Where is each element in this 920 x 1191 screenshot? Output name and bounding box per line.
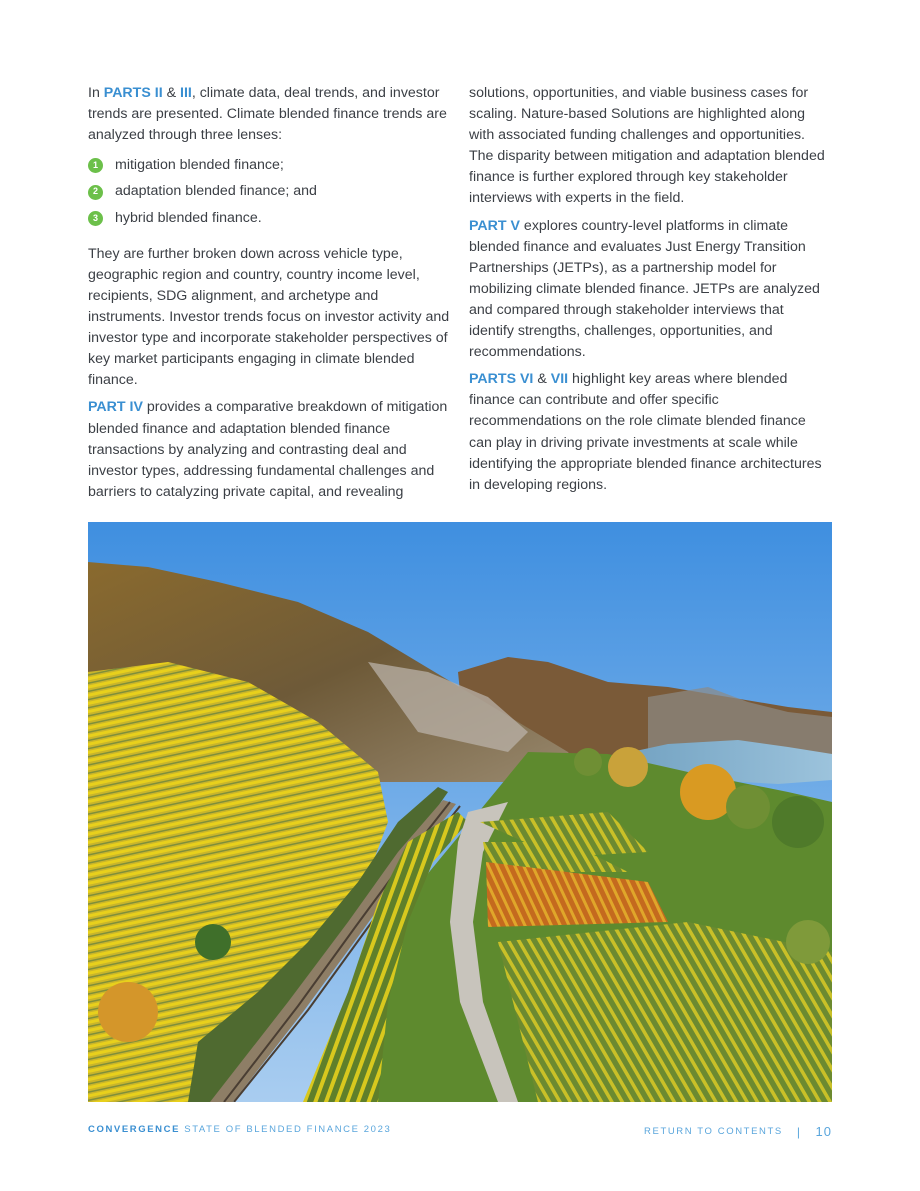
- number-badge-icon: 1: [88, 158, 103, 173]
- lenses-list: [88, 152, 450, 232]
- parts-iii-label: III: [180, 85, 192, 101]
- parts-vii-label: VII: [550, 371, 569, 388]
- return-to-contents-link[interactable]: RETURN TO CONTENTS: [644, 1126, 783, 1137]
- parts-vi-label: PARTS VI: [469, 371, 534, 388]
- footer-brand: [88, 1124, 391, 1135]
- left-column: [88, 83, 450, 509]
- parts-vi-vii-paragraph: PARTS VI & VII highlight key areas where blended finance can contribute and offer specific recommendations on the role climate blended finance can play in driving private investments at scale while identifying the appropriate blended finance architectures in developing regions.: [469, 371, 822, 493]
- parts-ii-label: PARTS II: [103, 85, 163, 101]
- page-number: 10: [815, 1124, 832, 1139]
- report-title: STATE OF BLENDED FINANCE 2023: [180, 1124, 392, 1135]
- footer-separator: |: [796, 1124, 802, 1139]
- footer-nav: [644, 1124, 832, 1139]
- part-iv-label: PART IV: [88, 399, 143, 416]
- intro-paragraph: In PARTS II & III, climate data, deal trends, and investor trends are presented. Climate blended finance trends are analyzed through three lenses:: [88, 85, 447, 144]
- vineyard-landscape-photo: [88, 522, 832, 1102]
- right-column: [469, 83, 825, 502]
- part-v-paragraph: PART V explores country-level platforms in climate blended finance and evaluates Just Energy Transition Partnerships (JETPs), as a partnership model for mobilizing climate blended finance. JETPs are analyzed and compared through stakeholder interviews that identify strengths, challenges, opportunities, and recommendations.: [469, 217, 820, 361]
- part-iv-paragraph: PART IV provides a comparative breakdown of mitigation blended finance and adaptation blended finance transactions by analyzing and contrasting deal and investor types, addressing fundamental challenges and barriers to catalyzing private capital, and revealing: [88, 399, 448, 500]
- continuation-paragraph: solutions, opportunities, and viable business cases for scaling. Nature-based Solutions are highlighted along with associated funding challenges and opportunities. The disparity between mitigation and adaptation blended finance is further explored through key stakeholder interviews with experts in the field.: [469, 85, 825, 207]
- number-badge-icon: 3: [88, 211, 103, 226]
- list-item: 1 mitigation blended finance;: [88, 152, 450, 179]
- number-badge-icon: 2: [88, 185, 103, 200]
- list-item: 3 hybrid blended finance.: [88, 205, 450, 232]
- brand-name: CONVERGENCE: [88, 1124, 181, 1135]
- list-item: 2 adaptation blended finance; and: [88, 179, 450, 206]
- part-v-label: PART V: [469, 217, 520, 234]
- breakdown-paragraph: They are further broken down across vehicle type, geographic region and country, country income level, recipients, SDG alignment, and archetype and instruments. Investor trends focus on investor activity and investor type and incorporate stakeholder perspectives of key market participants engaging in climate blended finance.: [88, 245, 450, 389]
